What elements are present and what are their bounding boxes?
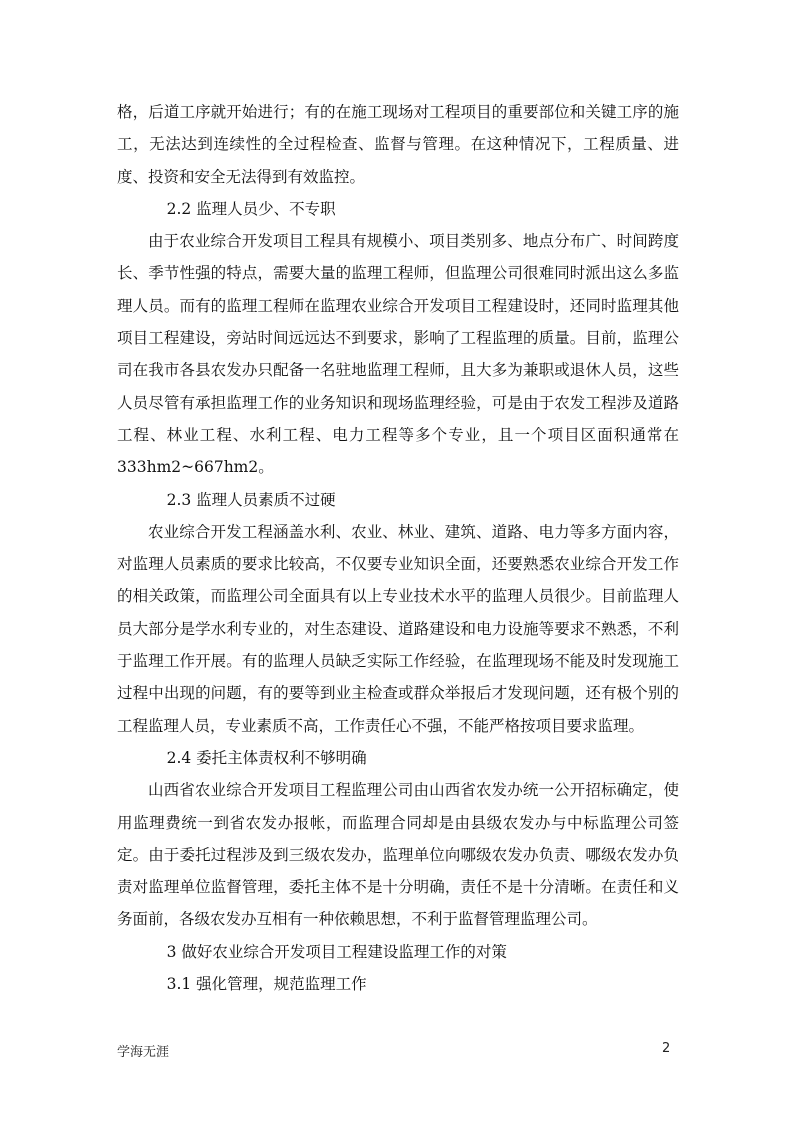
section-heading-3: 3 做好农业综合开发项目工程建设监理工作的对策 bbox=[166, 942, 507, 961]
section-heading-2-3: 2.3 监理人员素质不过硬 bbox=[166, 490, 336, 509]
paragraph-2-4: 山西省农业综合开发项目工程监理公司由山西省农发办统一公开招标确定，使用监理费统一到省农发办报帐，而监理合同却是由县级农发办与中标监理公司签定。由于委托过程涉及到三级农发办，监理单位向哪级农发办负责、哪级农发办负责对监理单位监督管理，委托主体不是十分明确，责任不是十分清晰。在责任和义务面前，各级农发办互相有一种依赖思想，不利于监督管理监理公司。 bbox=[117, 781, 679, 929]
section-heading-2-4: 2.4 委托主体责权利不够明确 bbox=[166, 748, 367, 767]
page-number: 2 bbox=[662, 1041, 671, 1056]
section-heading-2-2: 2.2 监理人员少、不专职 bbox=[166, 199, 336, 218]
footer-text: 学海无涯 bbox=[117, 1045, 170, 1060]
document-body bbox=[117, 96, 679, 1000]
paragraph-2-2: 由于农业综合开发项目工程具有规模小、项目类别多、地点分布广、时间跨度长、季节性强的特点，需要大量的监理工程师，但监理公司很难同时派出这么多监理人员。而有的监理工程师在监理农业综合开发项目工程建设时，还同时监理其他项目工程建设，旁站时间远远达不到要求，影响了工程监理的质量。目前，监理公司在我市各县农发办只配备一名驻地监理工程师，且大多为兼职或退休人员，这些人员尽管有承担监理工作的业务知识和现场监理经验，可是由于农发工程涉及道路工程、林业工程、水利工程、电力工程等多个专业，且一个项目区面积通常在 333hm2~667hm2。 bbox=[117, 232, 679, 477]
section-heading-3-1: 3.1 强化管理，规范监理工作 bbox=[166, 975, 367, 994]
paragraph-2-3: 农业综合开发工程涵盖水利、农业、林业、建筑、道路、电力等多方面内容，对监理人员素质的要求比较高，不仅要专业知识全面，还要熟悉农业综合开发工作的相关政策，而监理公司全面具有以上专业技术水平的监理人员很少。目前监理人员大部分是学水利专业的，对生态建设、道路建设和电力设施等要求不熟悉，不利于监理工作开展。有的监理人员缺乏实际工作经验，在监理现场不能及时发现施工过程中出现的问题，有的要等到业主检查或群众举报后才发现问题，还有极个别的工程监理人员，专业素质不高，工作责任心不强，不能严格按项目要求监理。 bbox=[117, 522, 679, 735]
paragraph-continued: 格，后道工序就开始进行；有的在施工现场对工程项目的重要部位和关键工序的施工，无法达到连续性的全过程检查、监督与管理。在这种情况下，工程质量、进度、投资和安全无法得到有效监控。 bbox=[117, 103, 679, 186]
